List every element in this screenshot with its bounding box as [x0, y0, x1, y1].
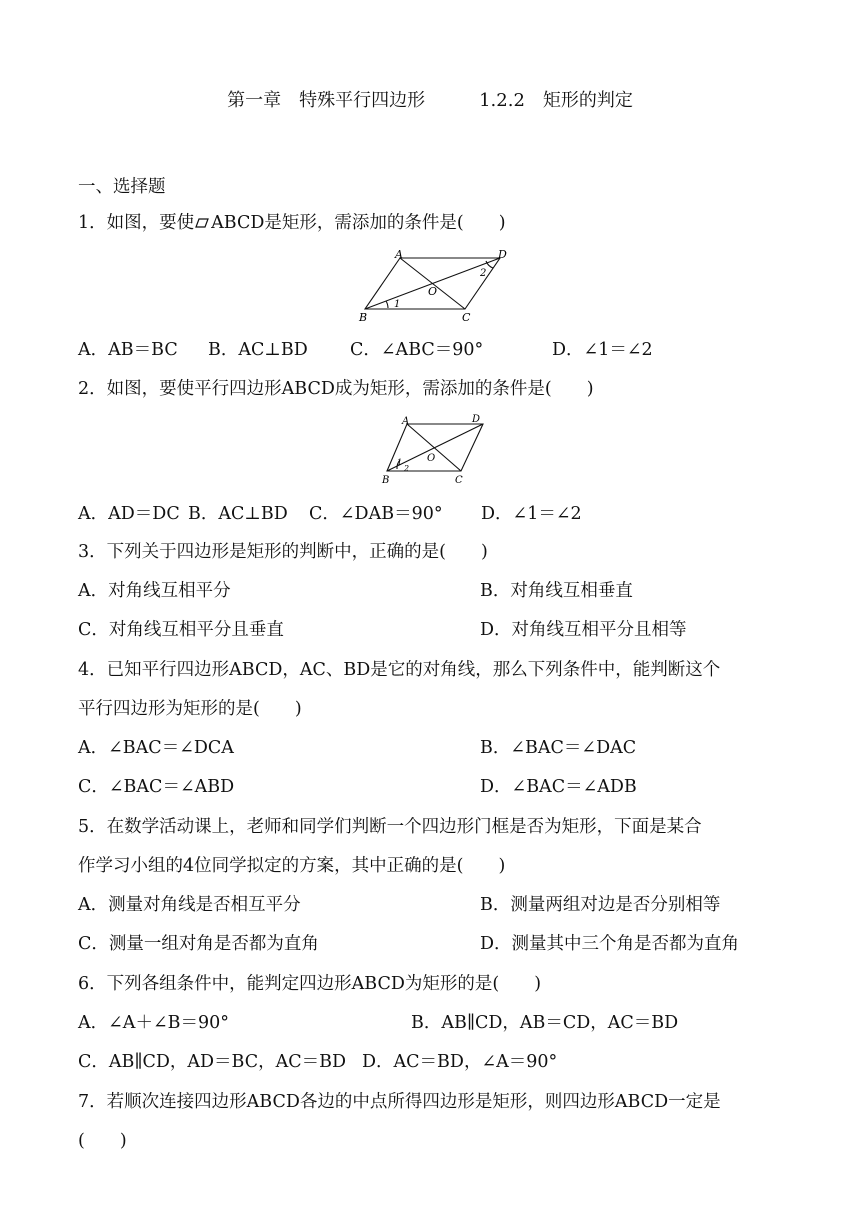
- q1-label-c: C: [462, 311, 471, 324]
- q2-label-a: A: [402, 416, 410, 427]
- question-5-option-d: D．测量其中三个角是否都为直角: [480, 934, 740, 954]
- page-title: 第一章 特殊平行四边形 1.2.2 矩形的判定: [227, 90, 633, 111]
- q2-label-o: O: [427, 453, 436, 464]
- question-1-option-b: B．AC⊥BD: [208, 340, 308, 360]
- question-7-stem-line-1: 7．若顺次连接四边形ABCD各边的中点所得四边形是矩形，则四边形ABCD一定是: [78, 1092, 721, 1112]
- question-1-stem: [78, 211, 506, 235]
- section-heading: 一、选择题: [78, 177, 166, 197]
- question-1-stem-suffix: ABCD是矩形，需添加的条件是( ): [211, 213, 506, 233]
- question-4-option-b: B．∠BAC＝∠DAC: [480, 738, 637, 758]
- question-6-option-b: B．AB∥CD，AB＝CD，AC＝BD: [411, 1013, 679, 1033]
- question-2-stem: 2．如图，要使平行四边形ABCD成为矩形，需添加的条件是( ): [78, 379, 594, 399]
- q1-label-b: B: [359, 311, 368, 324]
- question-5-option-a: A．测量对角线是否相互平分: [78, 895, 301, 915]
- question-6-option-a: A．∠A＋∠B＝90°: [78, 1013, 229, 1033]
- question-5-option-b: B．测量两组对边是否分别相等: [480, 895, 721, 915]
- question-1-option-a: A．AB＝BC: [78, 340, 178, 360]
- question-6-stem: 6．下列各组条件中，能判定四边形ABCD为矩形的是( ): [78, 974, 542, 994]
- question-3-option-c: C．对角线互相平分且垂直: [78, 620, 284, 640]
- question-4-option-a: A．∠BAC＝∠DCA: [78, 738, 234, 758]
- question-6-option-d: D．AC＝BD，∠A＝90°: [362, 1052, 558, 1072]
- q1-label-angle-2: 2: [480, 268, 487, 279]
- question-4-stem-line-1: 4．已知平行四边形ABCD，AC、BD是它的对角线，那么下列条件中，能判断这个: [78, 660, 721, 680]
- question-5-option-c: C．测量一组对角是否都为直角: [78, 934, 319, 954]
- question-2-option-b: B．AC⊥BD: [188, 504, 288, 524]
- question-2-option-c: C．∠DAB＝90°: [309, 504, 443, 524]
- q1-label-o: O: [428, 285, 438, 298]
- question-1-option-c: C．∠ABC＝90°: [350, 340, 484, 360]
- q2-label-angle-1: 1: [397, 458, 403, 467]
- question-2-option-a: A．AD＝DC: [78, 504, 180, 524]
- q2-label-c: C: [455, 475, 463, 486]
- question-3-option-d: D．对角线互相平分且相等: [480, 620, 687, 640]
- question-3-option-a: A．对角线互相平分: [78, 581, 231, 601]
- question-7-stem-line-2: ( ): [78, 1131, 127, 1151]
- q1-label-a: A: [395, 248, 403, 261]
- question-3-stem: 3．下列关于四边形是矩形的判断中，正确的是( ): [78, 542, 488, 562]
- q2-label-b: B: [382, 475, 390, 486]
- q2-label-angle-2: 2: [404, 464, 410, 473]
- q2-label-d: D: [472, 414, 481, 425]
- question-5-stem-line-1: 5．在数学活动课上，老师和同学们判断一个四边形门框是否为矩形，下面是某合: [78, 817, 702, 837]
- q1-label-angle-1: 1: [394, 299, 401, 310]
- question-2-figure: [380, 411, 490, 486]
- question-2-option-d: D．∠1＝∠2: [481, 504, 582, 524]
- question-4-stem-line-2: 平行四边形为矩形的是( ): [78, 699, 302, 719]
- question-1-figure: [355, 247, 515, 325]
- question-4-option-d: D．∠BAC＝∠ADB: [480, 777, 637, 797]
- question-1-option-d: D．∠1＝∠2: [552, 340, 653, 360]
- question-6-option-c: C．AB∥CD，AD＝BC，AC＝BD: [78, 1052, 347, 1072]
- q1-label-d: D: [498, 248, 507, 261]
- parallelogram-icon: [195, 218, 209, 228]
- question-5-stem-line-2: 作学习小组的4位同学拟定的方案，其中正确的是( ): [78, 856, 506, 876]
- question-1-stem-prefix: 1．如图，要使: [78, 213, 195, 233]
- question-4-option-c: C．∠BAC＝∠ABD: [78, 777, 235, 797]
- question-3-option-b: B．对角线互相垂直: [480, 581, 633, 601]
